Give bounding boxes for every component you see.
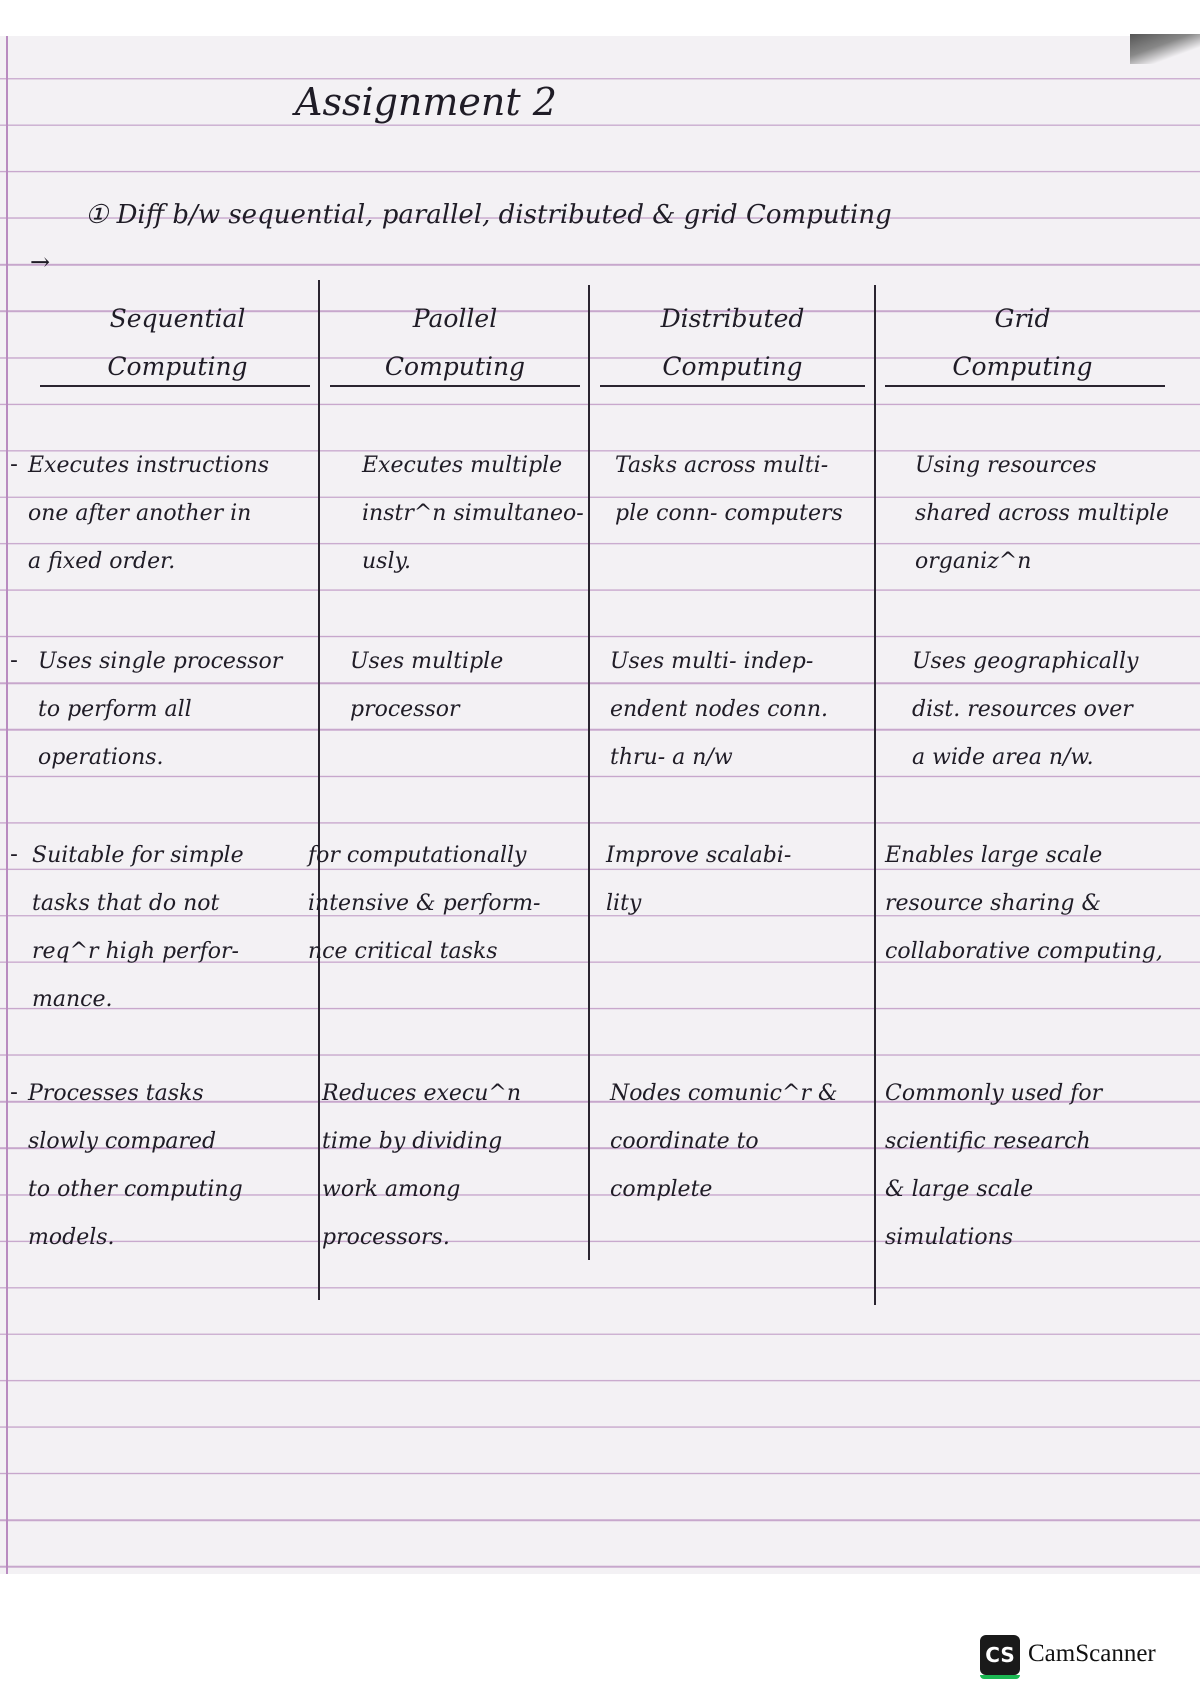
header-distributed (595, 295, 870, 391)
cell-line: shared across multiple (915, 501, 1170, 526)
page-corner-shadow (1130, 34, 1200, 64)
cell-line: collaborative computing, (885, 939, 1163, 964)
table-cell (885, 1070, 1102, 1262)
cell-line: for computationally (308, 843, 527, 868)
cell-line: Uses single processor (38, 649, 283, 674)
cell-line: slowly compared (28, 1129, 217, 1154)
cell-line: thru- a n/w (610, 745, 733, 770)
cell-line: scientific research (885, 1129, 1091, 1154)
table-cell (915, 442, 1169, 586)
cell-line: resource sharing & (885, 891, 1102, 916)
cell-line: Uses geographically (912, 649, 1139, 674)
cell-line: instr^n simultaneo- (362, 501, 584, 526)
table-cell (350, 638, 503, 734)
cell-line: Using resources (915, 453, 1097, 478)
row-bullet: - (10, 648, 18, 673)
table-cell (28, 1070, 243, 1262)
table-cell (38, 638, 282, 782)
cell-line: simulations (885, 1225, 1014, 1250)
cell-line: Nodes comunic^r & (610, 1081, 838, 1106)
cell-line: to perform all (38, 697, 192, 722)
cell-line: complete (610, 1177, 713, 1202)
cell-line: work among (322, 1177, 461, 1202)
cell-line: Enables large scale (885, 843, 1103, 868)
page-margin-line (6, 36, 8, 1574)
cell-line: organiz^n (915, 549, 1032, 574)
header-parallel (325, 295, 585, 391)
cell-line: Executes instructions (28, 453, 270, 478)
table-cell (308, 832, 540, 976)
cell-line: coordinate to (610, 1129, 759, 1154)
cell-line: a wide area n/w. (912, 745, 1094, 770)
cell-line: to other computing (28, 1177, 243, 1202)
table-cell (610, 638, 828, 782)
camscanner-brand: CamScanner (1028, 1640, 1156, 1667)
cell-line: time by dividing (322, 1129, 503, 1154)
header-line: Computing (662, 352, 803, 381)
header-grid (880, 295, 1165, 391)
cell-line: one after another in (28, 501, 252, 526)
cell-line: models. (28, 1225, 115, 1250)
cell-line: Commonly used for (885, 1081, 1103, 1106)
table-cell (606, 832, 791, 928)
table-cell (28, 442, 269, 586)
table-cell (322, 1070, 521, 1262)
camscanner-logo: CS (980, 1635, 1020, 1675)
table-cell (615, 442, 843, 538)
cell-line: & large scale (885, 1177, 1034, 1202)
header-line: Grid (994, 304, 1051, 333)
cell-line: operations. (38, 745, 164, 770)
arrow-mark: → (30, 248, 51, 276)
cell-line: mance. (32, 987, 113, 1012)
header-sequential (40, 295, 315, 391)
table-cell (362, 442, 584, 586)
cell-line: Uses multiple (350, 649, 504, 674)
cell-line: tasks that do not (32, 891, 220, 916)
header-line: Computing (384, 352, 526, 381)
cell-line: processors. (322, 1225, 450, 1250)
cell-line: Suitable for simple (32, 843, 244, 868)
cell-line: intensive & perform- (308, 891, 541, 916)
cell-line: Improve scalabi- (606, 843, 792, 868)
notebook-page (0, 36, 1200, 1574)
row-bullet: - (10, 1080, 18, 1105)
cell-line: ple conn- computers (615, 501, 843, 526)
cell-line: Processes tasks (28, 1081, 204, 1106)
table-divider (588, 285, 590, 1260)
cell-line: Reduces execu^n (322, 1081, 521, 1106)
cell-line: req^r high perfor- (32, 939, 239, 964)
cell-line: endent nodes conn. (610, 697, 828, 722)
table-cell (32, 832, 244, 1024)
table-cell (885, 832, 1163, 976)
table-divider (874, 285, 876, 1305)
cell-line: Tasks across multi- (615, 453, 829, 478)
table-divider (318, 280, 320, 1300)
cell-line: Uses multi- indep- (610, 649, 814, 674)
table-cell (610, 1070, 838, 1214)
cell-line: dist. resources over (912, 697, 1133, 722)
cell-line: usly. (362, 549, 411, 574)
cell-line: processor (350, 697, 460, 722)
header-line: Sequential Computing (107, 304, 248, 381)
row-bullet: - (10, 452, 18, 477)
table-cell (912, 638, 1138, 782)
question-text: ① Diff b/w sequential, parallel, distributed & grid Computing (85, 200, 892, 230)
cell-line: a fixed order. (28, 549, 176, 574)
row-bullet: - (10, 842, 18, 867)
cell-line: Executes multiple (362, 453, 563, 478)
header-line: Paollel (412, 304, 498, 333)
cell-line: lity (606, 891, 642, 916)
header-line: Distributed (660, 304, 805, 333)
header-line: Computing (952, 352, 1093, 381)
assignment-title: Assignment 2 (295, 80, 557, 124)
cell-line: nce critical tasks (308, 939, 498, 964)
